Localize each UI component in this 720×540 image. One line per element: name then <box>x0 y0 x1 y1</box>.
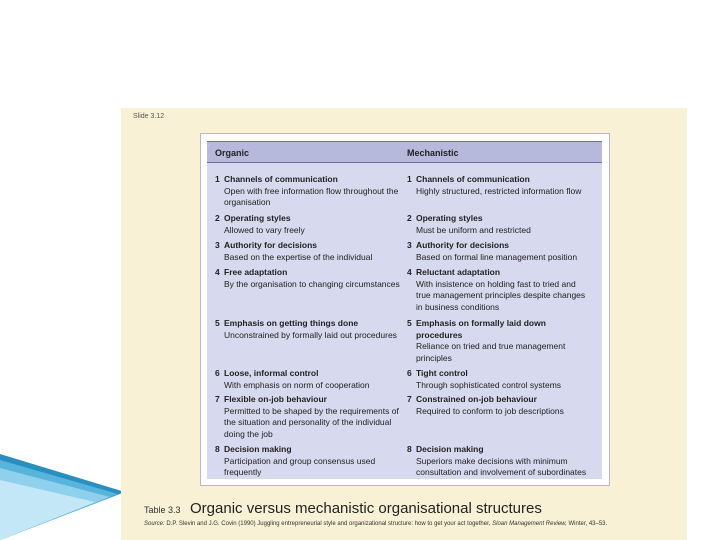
row-number: 6 <box>215 368 220 378</box>
source-prefix: Source: <box>144 521 165 527</box>
row-description: Through sophisticated control systems <box>416 379 562 390</box>
row-title: Tight control <box>416 368 468 378</box>
table-cell-right <box>407 368 592 391</box>
table-body <box>207 141 602 479</box>
row-title: Reluctant adaptation <box>416 267 501 277</box>
table-cell-right <box>407 240 592 263</box>
row-number: 3 <box>215 240 220 250</box>
table-cell-right <box>407 394 592 417</box>
table-cell-right <box>407 174 592 197</box>
table-cell-right <box>407 267 592 313</box>
row-title: Decision making <box>224 444 292 454</box>
row-number: 4 <box>407 267 412 277</box>
comparison-table <box>200 133 610 486</box>
source-text: D.P. Slevin and J.G. Covin (1990) Juggling entrepreneurial style and organizational structure: how to get your act together, <box>166 521 491 527</box>
row-title: Constrained on-job behaviour <box>416 394 537 404</box>
table-cell-left <box>215 267 400 290</box>
row-number: 5 <box>215 318 220 328</box>
table-cell-left <box>215 444 400 479</box>
row-description: Unconstrained by formally laid out procedures <box>224 329 397 340</box>
row-description: Open with free information flow throughout the organisation <box>224 185 399 207</box>
row-number: 6 <box>407 368 412 378</box>
row-number: 5 <box>407 318 412 328</box>
table-number: Table 3.3 <box>144 505 181 515</box>
source-journal: Sloan Management Review, <box>492 521 567 527</box>
row-description: Must be uniform and restricted <box>416 224 531 235</box>
row-description: Allowed to vary freely <box>224 224 305 235</box>
row-description: Reliance on tried and true management principles <box>416 341 566 363</box>
row-description: Required to conform to job descriptions <box>416 405 564 416</box>
slide-decoration <box>0 440 125 540</box>
column-header-organic: Organic <box>215 148 250 158</box>
row-description: Superiors make decisions with minimum consultation and involvement of subordinates <box>416 455 587 477</box>
row-description: Based on formal line management position <box>416 251 578 262</box>
row-number: 3 <box>407 240 412 250</box>
table-header <box>207 141 602 163</box>
table-cell-left <box>215 240 400 263</box>
table-cell-left <box>215 368 400 391</box>
row-number: 1 <box>215 174 220 184</box>
row-title: Authority for decisions <box>416 240 510 250</box>
table-title: Organic versus mechanistic organisational structures <box>190 500 542 517</box>
row-description: By the organisation to changing circumstances <box>224 278 400 289</box>
row-description: Based on the expertise of the individual <box>224 251 373 262</box>
row-title: Channels of communication <box>224 174 338 184</box>
row-title: Decision making <box>416 444 484 454</box>
row-number: 2 <box>215 213 220 223</box>
row-description: Participation and group consensus used frequently <box>224 455 376 477</box>
row-title: Emphasis on getting things done <box>224 318 359 328</box>
row-description: With emphasis on norm of cooperation <box>224 379 370 390</box>
source-citation <box>144 521 607 527</box>
table-cell-left <box>215 174 400 209</box>
column-header-mechanistic: Mechanistic <box>407 148 459 158</box>
table-cell-left <box>215 318 400 341</box>
row-title: Channels of communication <box>416 174 530 184</box>
row-number: 1 <box>407 174 412 184</box>
table-cell-right <box>407 318 592 364</box>
table-cell-left <box>215 213 400 236</box>
table-cell-right <box>407 213 592 236</box>
table-cell-right <box>407 444 592 479</box>
row-number: 7 <box>407 394 412 404</box>
row-title: Operating styles <box>224 213 291 223</box>
row-description: Highly structured, restricted information flow <box>416 185 582 196</box>
row-description: With insistence on holding fast to tried and true management principles despite changes in business conditions <box>416 278 586 312</box>
row-title: Authority for decisions <box>224 240 318 250</box>
row-number: 8 <box>407 444 412 454</box>
source-suffix: Winter, 43–53. <box>568 521 608 527</box>
row-number: 7 <box>215 394 220 404</box>
slide-label: Slide 3.12 <box>133 113 165 120</box>
row-title: Operating styles <box>416 213 483 223</box>
row-number: 8 <box>215 444 220 454</box>
row-number: 4 <box>215 267 220 277</box>
row-number: 2 <box>407 213 412 223</box>
row-title: Loose, informal control <box>224 368 319 378</box>
row-title: Free adaptation <box>224 267 288 277</box>
row-description: Permitted to be shaped by the requirements of the situation and personality of the individual doing the job <box>224 405 399 439</box>
table-cell-left <box>215 394 400 440</box>
row-title: Flexible on-job behaviour <box>224 394 327 404</box>
row-title: Emphasis on formally laid down procedures <box>416 318 546 340</box>
